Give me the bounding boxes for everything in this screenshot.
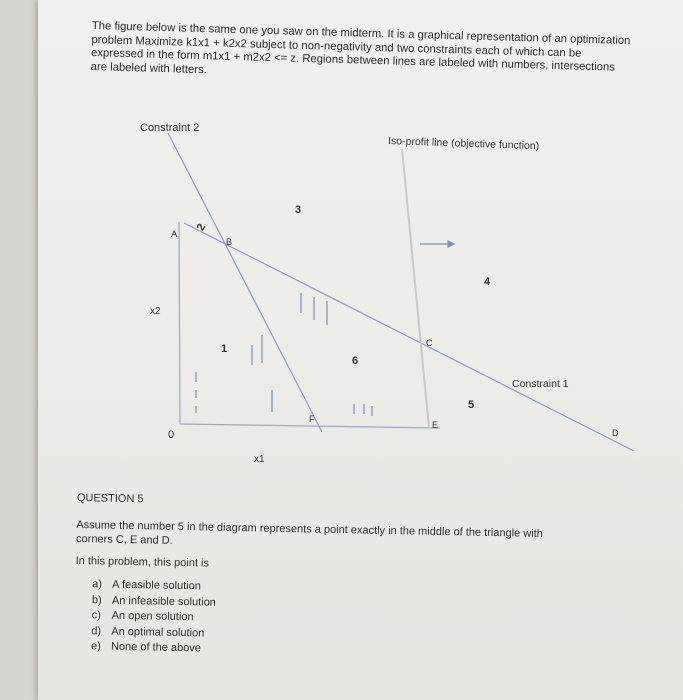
answer-option-b[interactable]: b) An infeasible solution [91,593,216,609]
point-b-label: B [226,237,233,247]
isoprofit-line [402,149,429,428]
question-text: Assume the number 5 in the diagram represents a point exactly in the middle of the triangle with corners C, E and D. [75,518,543,547]
isoprofit-label: Iso-profit line (objective function) [387,135,540,153]
region-4-label: 4 [484,276,491,288]
x1-axis [180,424,440,428]
constraint-2-label: Constraint 2 [140,122,200,134]
answer-option-e[interactable]: e) None of the above [90,640,202,655]
question-title: QUESTION 5 [76,492,144,506]
answer-option-d[interactable]: d) An optimal solution [91,624,205,639]
constraint-1-line [184,223,634,451]
region-3-label: 3 [295,204,302,216]
x1-axis-label: x1 [254,454,265,465]
answer-options [74,577,615,665]
x2-axis [179,222,180,424]
answer-option-a[interactable]: a) A feasible solution [92,578,201,593]
constraint-2-line [168,133,322,432]
direction-arrows [196,241,454,416]
point-c-label: C [426,338,433,348]
region-1-label: 1 [221,343,228,355]
point-a-label: A [171,229,178,240]
question-block [74,492,617,665]
answer-option-c[interactable]: c) An open solution [91,609,194,624]
point-e-label: E [432,420,439,430]
intro-paragraph: The figure below is the same one you saw on the midterm. It is a graphical representation of an optimization problem Maximize k1x1 + k2x2 subject to non-negativity and two constraints each of which can be expressed in the form m1x1 + m2x2 <= z. Regions between lines are labeled with numbers, intersections are labeled with letters. [90,20,631,76]
region-5-label: 5 [468,399,475,411]
constraint-1-label: Constraint 1 [512,378,569,390]
region-2-label: 2 [194,221,209,233]
point-f-label: F [309,414,315,424]
point-d-label: D [612,428,619,438]
region-6-label: 6 [352,355,359,367]
x2-axis-label: x2 [150,306,161,317]
origin-label: 0 [168,429,175,441]
question-lead: In this problem, this point is [75,554,210,570]
